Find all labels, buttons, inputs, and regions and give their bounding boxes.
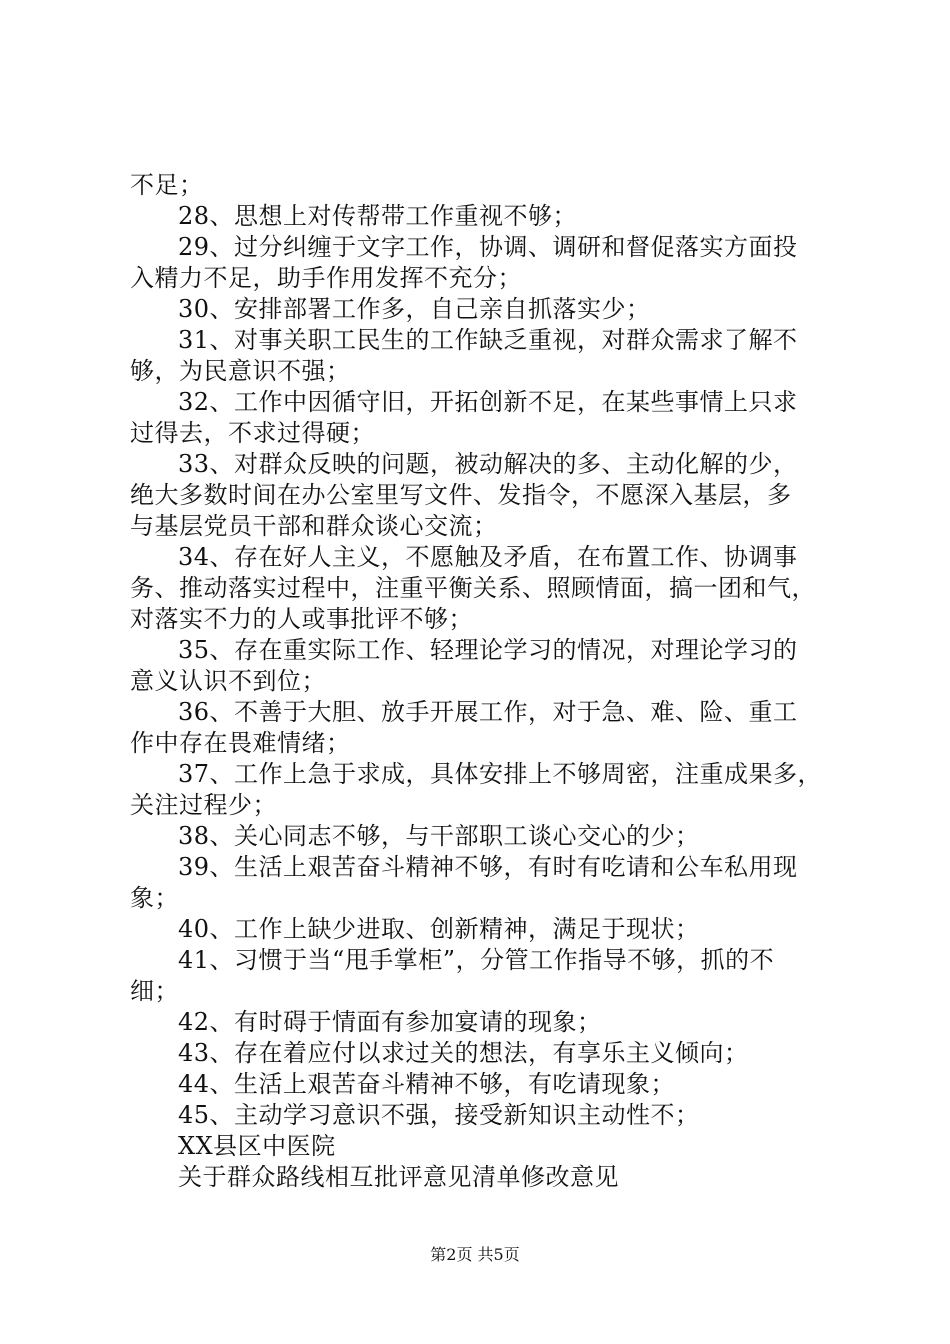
text-line: 务、推动落实过程中，注重平衡关系、照顾情面，搞一团和气， <box>130 574 816 602</box>
text-line: 意义认识不到位； <box>130 667 326 695</box>
text-line: 35、存在重实际工作、轻理论学习的情况，对理论学习的 <box>178 636 798 664</box>
page-footer <box>0 1245 950 1265</box>
text-line: 29、过分纠缠于文字工作，协调、调研和督促落实方面投 <box>178 233 798 261</box>
text-line: 作中存在畏难情绪； <box>130 729 351 757</box>
text-line: 31、对事关职工民生的工作缺乏重视，对群众需求了解不 <box>178 326 798 354</box>
text-line: 44、生活上艰苦奋斗精神不够，有吃请现象； <box>178 1070 676 1098</box>
text-line: 关于群众路线相互批评意见清单修改意见 <box>178 1163 619 1191</box>
text-line: 36、不善于大胆、放手开展工作，对于急、难、险、重工 <box>178 698 798 726</box>
text-line: 过得去，不求过得硬； <box>130 419 375 447</box>
text-line: 不足； <box>130 171 204 199</box>
text-line: 37、工作上急于求成，具体安排上不够周密，注重成果多， <box>178 760 823 788</box>
text-line: 39、生活上艰苦奋斗精神不够，有时有吃请和公车私用现 <box>178 853 798 881</box>
text-line: 细； <box>130 977 179 1005</box>
text-line: 绝大多数时间在办公室里写文件、发指令，不愿深入基层，多 <box>130 481 792 509</box>
text-line: 够，为民意识不强； <box>130 357 351 385</box>
text-line: 入精力不足，助手作用发挥不充分； <box>130 264 522 292</box>
text-line: 42、有时碍于情面有参加宴请的现象； <box>178 1008 602 1036</box>
text-line: 45、主动学习意识不强，接受新知识主动性不； <box>178 1101 700 1129</box>
text-line: 43、存在着应付以求过关的想法，有享乐主义倾向； <box>178 1039 749 1067</box>
text-line: 41、习惯于当“甩手掌柜”，分管工作指导不够，抓的不 <box>178 946 775 974</box>
text-line: 33、对群众反映的问题，被动解决的多、主动化解的少， <box>178 450 798 478</box>
text-line: 38、关心同志不够，与干部职工谈心交心的少； <box>178 822 700 850</box>
text-line: 30、安排部署工作多，自己亲自抓落实少； <box>178 295 651 323</box>
text-line: 象； <box>130 884 179 912</box>
text-line: 40、工作上缺少进取、创新精神，满足于现状； <box>178 915 700 943</box>
text-line: 关注过程少； <box>130 791 277 819</box>
text-line: 与基层党员干部和群众谈心交流； <box>130 512 498 540</box>
text-line: 32、工作中因循守旧，开拓创新不足，在某些事情上只求 <box>178 388 798 416</box>
text-line: 34、存在好人主义，不愿触及矛盾，在布置工作、协调事 <box>178 543 798 571</box>
text-line: 28、思想上对传帮带工作重视不够； <box>178 202 578 230</box>
page-number-label: 第2页 共5页 <box>430 1245 520 1264</box>
text-line: 对落实不力的人或事批评不够； <box>130 605 473 633</box>
document-body <box>130 170 830 1193</box>
text-line: XX县区中医院 <box>178 1132 336 1160</box>
